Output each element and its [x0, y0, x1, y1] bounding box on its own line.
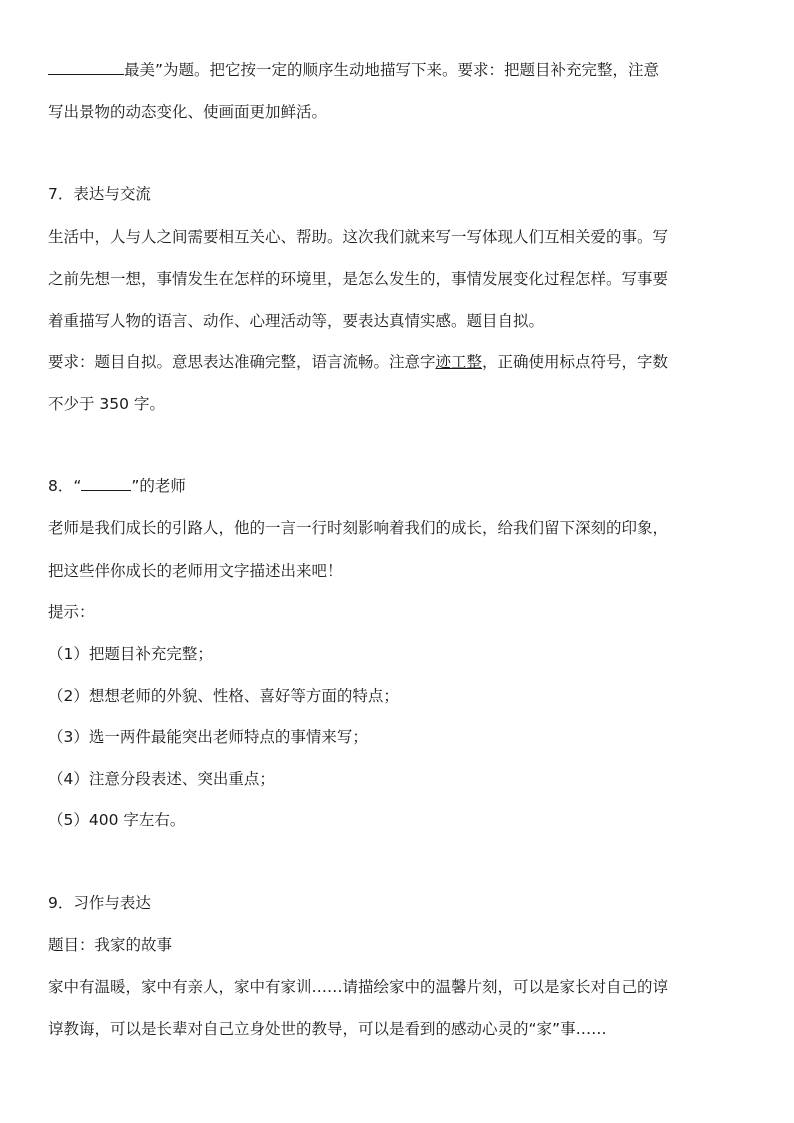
intro-line-1 — [48, 60, 659, 80]
q8-hint-1: （1）把题目补充完整； — [48, 645, 213, 663]
q7-requirement-line-1 — [48, 352, 668, 372]
q8-hint-2: （2）想想老师的外貌、性格、喜好等方面的特点； — [48, 687, 399, 705]
q8-paragraph-line-1: 老师是我们成长的引路人，他的一言一行时刻影响着我们的成长，给我们留下深刻的印象， — [48, 519, 669, 537]
q8-hint-5: （5）400 字左右。 — [48, 811, 186, 829]
q7-req-underlined: 迹工整 — [435, 353, 483, 371]
intro-text-1: 最美”为题。把它按一定的顺序生动地描写下来。要求：把题目补充完整，注意 — [124, 61, 660, 79]
q9-paragraph-line-2: 谆教诲，可以是长辈对自己立身处世的教导，可以是看到的感动心灵的“家”事…… — [48, 1020, 607, 1038]
q8-heading-prefix: 8．“ — [48, 477, 82, 495]
q9-heading: 9．习作与表达 — [48, 894, 151, 912]
q9-paragraph-line-1: 家中有温暖，家中有亲人，家中有家训……请描绘家中的温馨片刻，可以是家长对自己的谆 — [48, 978, 669, 996]
intro-line-2: 写出景物的动态变化、使画面更加鲜活。 — [48, 103, 328, 121]
q7-paragraph-line-3: 着重描写人物的语言、动作、心理活动等，要表达真情实感。题目自拟。 — [48, 312, 545, 330]
title-blank — [48, 60, 124, 75]
q8-hint-4: （4）注意分段表述、突出重点； — [48, 770, 275, 788]
q7-requirement-line-2: 不少于 350 字。 — [48, 395, 165, 413]
q8-heading — [48, 476, 186, 496]
q7-paragraph-line-2: 之前先想一想，事情发生在怎样的环境里，是怎么发生的，事情发展变化过程怎样。写事要 — [48, 270, 669, 288]
q7-req-text-b: ，正确使用标点符号，字数 — [482, 353, 669, 371]
q7-req-text-a: 要求：题目自拟。意思表达准确完整，语言流畅。注意字 — [48, 353, 436, 371]
q8-hint-3: （3）选一两件最能突出老师特点的事情来写； — [48, 728, 368, 746]
q9-title-line: 题目：我家的故事 — [48, 936, 173, 954]
q8-title-blank — [81, 476, 131, 491]
q8-paragraph-line-2: 把这些伴你成长的老师用文字描述出来吧！ — [48, 562, 343, 580]
q8-hint-label: 提示： — [48, 603, 95, 621]
q7-paragraph-line-1: 生活中，人与人之间需要相互关心、帮助。这次我们就来写一写体现人们互相关爱的事。写 — [48, 228, 669, 246]
q8-heading-suffix: ”的老师 — [131, 477, 186, 495]
q7-heading: 7．表达与交流 — [48, 185, 151, 203]
